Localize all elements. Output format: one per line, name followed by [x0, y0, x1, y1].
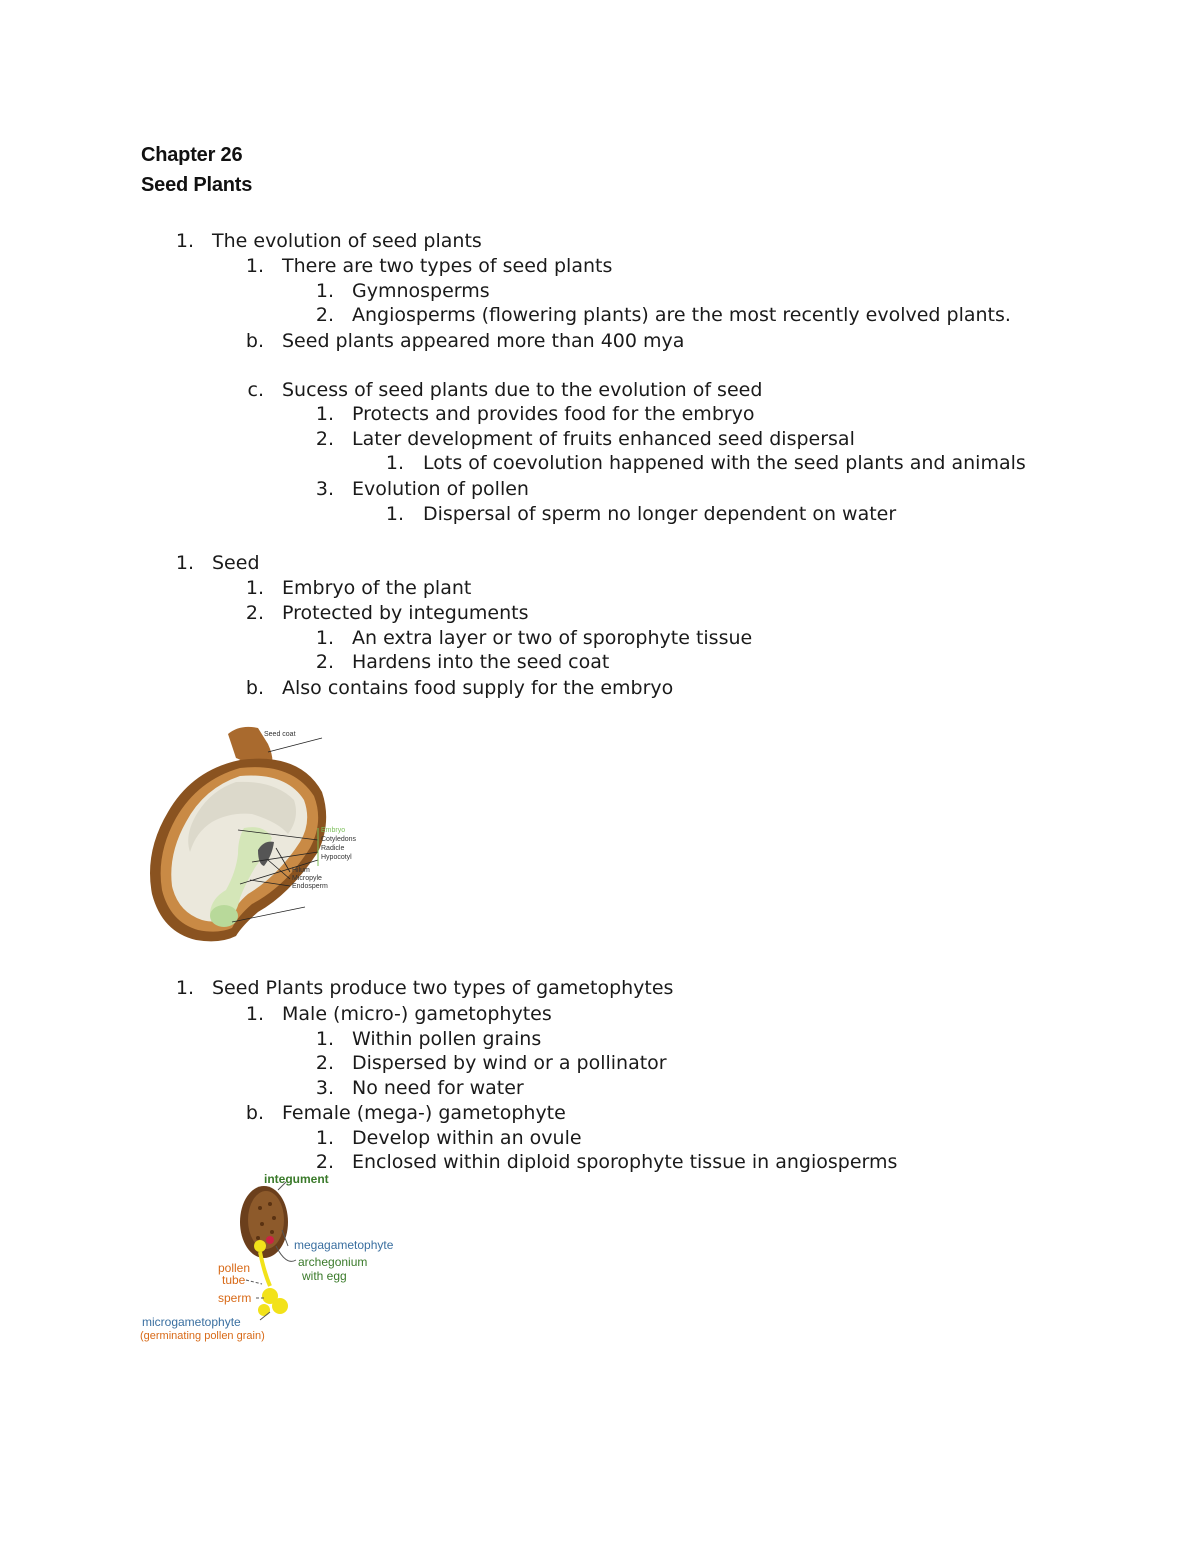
label-cotyledons: Cotyledons	[321, 836, 357, 843]
chapter-heading: Chapter 26	[141, 144, 243, 166]
label-endosperm: Endosperm	[292, 883, 328, 890]
label-tube: tube	[222, 1273, 246, 1287]
label-integument: integument	[264, 1172, 329, 1186]
label-megagametophyte: megagametophyte	[294, 1238, 394, 1252]
radicle-tip	[210, 905, 238, 927]
egg-cell	[266, 1236, 274, 1244]
label-pollen: pollen	[218, 1261, 251, 1275]
label-hypocotyl: Hypocotyl	[321, 854, 352, 861]
megagametophyte-tissue	[248, 1191, 284, 1249]
label-archegonium: archegonium	[298, 1255, 368, 1269]
seed-diagram	[140, 722, 390, 947]
label-sperm: sperm	[218, 1291, 252, 1305]
ovule-diagram	[136, 1168, 416, 1348]
label-hilum: Hilum	[292, 867, 310, 874]
label-germinating-pollen: (germinating pollen grain)	[140, 1330, 265, 1342]
pollen-grain-in-micropyle	[254, 1240, 266, 1252]
label-seed-coat: Seed coat	[264, 731, 296, 738]
label-with-egg: with egg	[302, 1269, 347, 1283]
label-micropyle: Micropyle	[292, 875, 322, 882]
label-embryo: Embryo	[321, 827, 346, 834]
label-radicle: Radicle	[321, 845, 345, 852]
label-microgametophyte: microgametophyte	[142, 1315, 241, 1329]
pollen-grain-3	[258, 1304, 270, 1316]
document-page: Chapter 26 Seed Plants 1. The evolution of seed plants 1. There are two types of seed plants 1. Gymnosperms 2. Angiosperms (flowering plants) are the most recently evolved plants. b. Seed plants appeared more than 400 mya c. Sucess of seed plants due to the evolution of seed 1. Protects and provides food for the embryo 2. Later development of fruits enhanced seed dispersal 1. Lots of coevolution happened with the seed plants and animals 3. Evolution of pollen 1. Dispersal of sperm no longer dependent on water 1. Seed 1. Embryo of the plant 2. Protected by integuments 1. An extra layer or two of sporophyte tissue 2. Hardens into the seed coat b. Also contains food supply for the embryo Seed coat Embryo Cotyledons Radicle Hypocotyl Hilum Micropyle Endosperm 1. Seed Plants produce two types of gametophytes 1. Male (micro-) gametophytes 1. Within pollen grains 2. Dispersed by wind or a pollinator 3. No need for water b. Female (mega-) gametophyte 1. Develop within an ovule 2. Enclosed within diploid sporophyte tissue in angiosperms integument megagametophyte archegonium with egg pollen tube sperm microgametophyte (germinating pollen grain)	[0, 0, 1200, 1553]
section-title: Seed Plants	[141, 174, 253, 196]
pollen-grain-2	[272, 1298, 288, 1314]
